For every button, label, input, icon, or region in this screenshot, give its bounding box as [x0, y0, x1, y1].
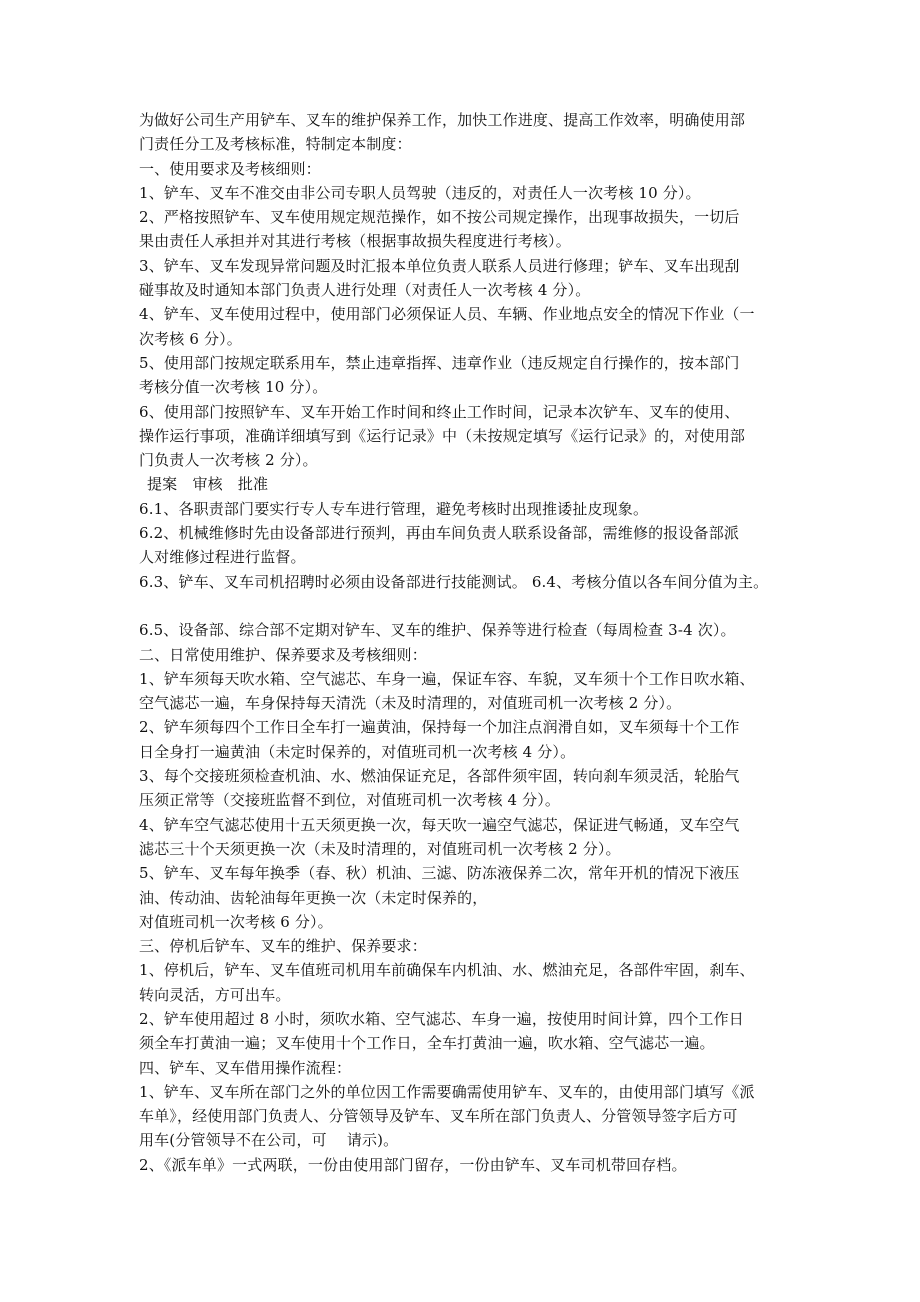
text-line: 6.3、铲车、叉车司机招聘时必须由设备部进行技能测试。 6.4、考核分值以各车间分值为主。: [139, 572, 769, 591]
text-line: 6.2、机械维修时先由设备部进行预判，再由车间负责人联系设备部，需维修的报设备部派: [139, 524, 740, 543]
text-line: 人对维修过程进行监督。: [139, 548, 306, 567]
text-line: 4、铲车空气滤芯使用十五天须更换一次，每天吹一遍空气滤芯，保证进气畅通，叉车空气: [139, 815, 740, 834]
text-line: 2、铲车使用超过 8 小时，须吹水箱、空气滤芯、车身一遍，按使用时间计算，四个工作日: [139, 1009, 744, 1028]
blank-line: [139, 594, 789, 618]
text-line: 操作运行事项，准确详细填写到《运行记录》中（未按规定填写《运行记录》的，对使用部: [139, 426, 746, 445]
text-line: 须全车打黄油一遍；叉车使用十个工作日，全车打黄油一遍，吹水箱、空气滤芯一遍。: [139, 1034, 715, 1053]
text-line: 为做好公司生产用铲车、叉车的维护保养工作，加快工作进度、提高工作效率，明确使用部: [139, 111, 746, 129]
text-line: 1、铲车须每天吹水箱、空气滤芯、车身一遍，保证车容、车貌，叉车须十个工作日吹水箱、: [139, 669, 755, 688]
text-line: 4、铲车、叉车使用过程中，使用部门必须保证人员、车辆、作业地点安全的情况下作业（一: [139, 305, 755, 324]
text-line: 2、铲车须每四个工作日全车打一遍黄油，保持每一个加注点润滑自如，叉车须每十个工作: [139, 718, 740, 737]
text-line: 门责任分工及考核标准，特制定本制度：: [139, 135, 412, 154]
section-heading: 三、停机后铲车、叉车的维护、保养要求：: [139, 937, 427, 956]
text-line: 果由责任人承担并对其进行考核（根据事故损失程度进行考核）。: [139, 232, 571, 251]
text-line: 日全身打一遍黄油（未定时保养的，对值班司机一次考核 4 分）。: [139, 742, 576, 761]
text-line: 考核分值一次考核 10 分）。: [139, 378, 328, 397]
document-body: [139, 108, 789, 1177]
text-line: 3、铲车、叉车发现异常问题及时汇报本单位负责人联系人员进行修理；铲车、叉车出现刮: [139, 256, 740, 275]
text-line: 6.5、设备部、综合部不定期对铲车、叉车的维护、保养等进行检查（每周检查 3-4 次）。: [139, 621, 736, 640]
text-line: 用车(分管领导不在公司，可 请示)。: [139, 1131, 399, 1150]
text-line: 滤芯三十个天须更换一次（未及时清理的，对值班司机一次考核 2 分）。: [139, 839, 621, 858]
section-heading: 四、铲车、叉车借用操作流程：: [139, 1058, 352, 1077]
text-line: 转向灵活，方可出车。: [139, 985, 291, 1004]
text-line: 1、铲车、叉车不准交由非公司专职人员驾驶（违反的，对责任人一次考核 10 分）。: [139, 183, 701, 202]
text-line: 6、使用部门按照铲车、叉车开始工作时间和终止工作时间，记录本次铲车、叉车的使用、: [139, 402, 740, 421]
text-line: 压须正常等（交接班监督不到位，对值班司机一次考核 4 分）。: [139, 791, 561, 810]
text-line: 3、每个交接班须检查机油、水、燃油保证充足，各部件须牢固，转向刹车须灵活，轮胎气: [139, 767, 740, 786]
text-line: 门负责人一次考核 2 分）。: [139, 451, 318, 470]
text-line: 1、铲车、叉车所在部门之外的单位因工作需要确需使用铲车、叉车的，由使用部门填写《派: [139, 1082, 755, 1101]
text-line: 油、传动油、齿轮油每年更换一次（未定时保养的，: [139, 888, 488, 907]
text-line: 6.1、各职责部门要实行专人专车进行管理，避免考核时出现推诿扯皮现象。: [139, 499, 649, 518]
text-line: 5、铲车、叉车每年换季（春、秋）机油、三滤、防冻液保养二次，常年开机的情况下液压: [139, 864, 740, 883]
text-line: 1、停机后，铲车、叉车值班司机用车前确保车内机油、水、燃油充足，各部件牢固，刹车、: [139, 961, 755, 980]
text-line: 碰事故及时通知本部门负责人进行处理（对责任人一次考核 4 分）。: [139, 281, 591, 300]
text-line: 5、使用部门按规定联系用车，禁止违章指挥、违章作业（违反规定自行操作的，按本部门: [139, 353, 740, 372]
approval-line: 提案 审核 批准: [147, 475, 269, 494]
text-line: 对值班司机一次考核 6 分）。: [139, 912, 333, 931]
text-line: 空气滤芯一遍，车身保持每天清洗（未及时清理的，对值班司机一次考核 2 分）。: [139, 694, 682, 713]
section-heading: 一、使用要求及考核细则：: [139, 159, 321, 178]
section-heading: 二、日常使用维护、保养要求及考核细则：: [139, 645, 427, 664]
text-line: 次考核 6 分）。: [139, 329, 242, 348]
text-line: 2、严格按照铲车、叉车使用规定规范操作，如不按公司规定操作，出现事故损失，一切后: [139, 208, 740, 227]
text-line: 车单》，经使用部门负责人、分管领导及铲车、叉车所在部门负责人、分管领导签字后方可: [139, 1107, 738, 1126]
text-line: 2、《派车单》一式两联，一份由使用部门留存，一份由铲车、叉车司机带回存档。: [139, 1155, 687, 1174]
